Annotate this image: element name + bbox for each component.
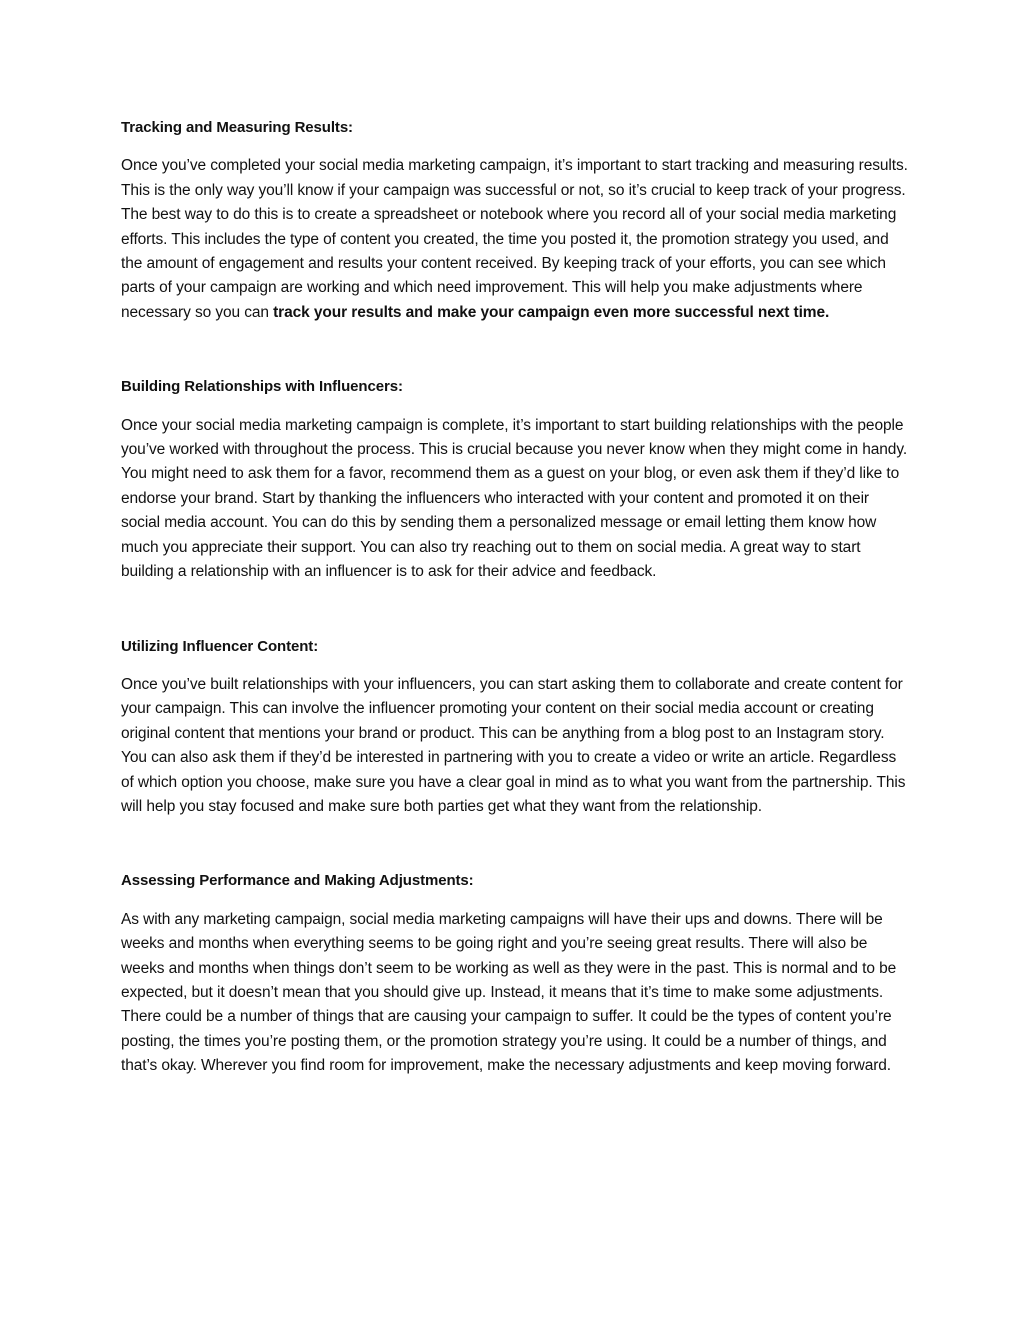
section-tracking-results [121, 116, 911, 325]
section-paragraph: Once your social media marketing campaign is complete, it’s important to start building relationships with the people you’ve worked with throughout the process. This is crucial because you never know when they might come in handy. You might need to ask them for a favor, recommend them as a guest on your blog, or even ask them if they’d like to endorse your brand. Start by thanking the influencers who interacted with your content and promoted it on their social media account. You can do this by sending them a personalized message or email letting them know how much you appreciate their support. You can also try reaching out to them on social media. A great way to start building a relationship with an influencer is to ask for their advice and feedback. [121, 416, 908, 581]
paragraph-bold-text: track your results and make your campaign even more successful next time. [273, 303, 830, 321]
section-heading: Assessing Performance and Making Adjustments: [121, 872, 474, 890]
section-utilizing-content [121, 635, 911, 820]
section-heading: Tracking and Measuring Results: [121, 119, 353, 136]
section-paragraph: As with any marketing campaign, social media marketing campaigns will have their ups and downs. There will be weeks and months when everything seems to be going right and you’re seeing great results. There will also be weeks and months when things don’t seem to be working as well as they were in the past. This is normal and to be expected, but it doesn’t mean that you should give up. Instead, it means that it’s time to make some adjustments. There could be a number of things that are causing your campaign to suffer. It could be the types of content you’re posting, the times you’re posting them, or the promotion strategy you’re using. It could be a number of things, and that’s okay. Wherever you find room for improvement, make the necessary adjustments and keep moving forward. [121, 910, 897, 1075]
section-heading: Utilizing Influencer Content: [121, 637, 319, 655]
section-building-relationships [121, 375, 911, 584]
document-content [121, 116, 911, 1129]
section-assessing-performance [121, 869, 911, 1078]
section-paragraph: Once you’ve built relationships with your influencers, you can start asking them to collaborate and create content for your campaign. This can involve the influencer promoting your content on their social media account or creating original content that mentions your brand or product. This can be anything from a blog post to an Instagram story. You can also ask them if they’d be interested in partnering with you to create a video or write an article. Regardless of which option you choose, make sure you have a clear goal in mind as to what you want from the partnership. This will help you stay focused and make sure both parties get what they want from the relationship. [121, 675, 906, 815]
section-heading: Building Relationships with Influencers: [121, 378, 403, 396]
paragraph-text: Once you’ve completed your social media marketing campaign, it’s important to start tracking and measuring results. This is the only way you’ll know if your campaign was successful or not, so it’s crucial to keep track of your progress. The best way to do this is to create a spreadsheet or notebook where you record all of your social media marketing efforts. This includes the type of content you created, the time you posted it, the promotion strategy you used, and the amount of engagement and results your content received. By keeping track of your efforts, you can see which parts of your campaign are working and which need improvement. This will help you make adjustments where necessary so you can [121, 157, 908, 321]
section-paragraph [121, 154, 911, 325]
